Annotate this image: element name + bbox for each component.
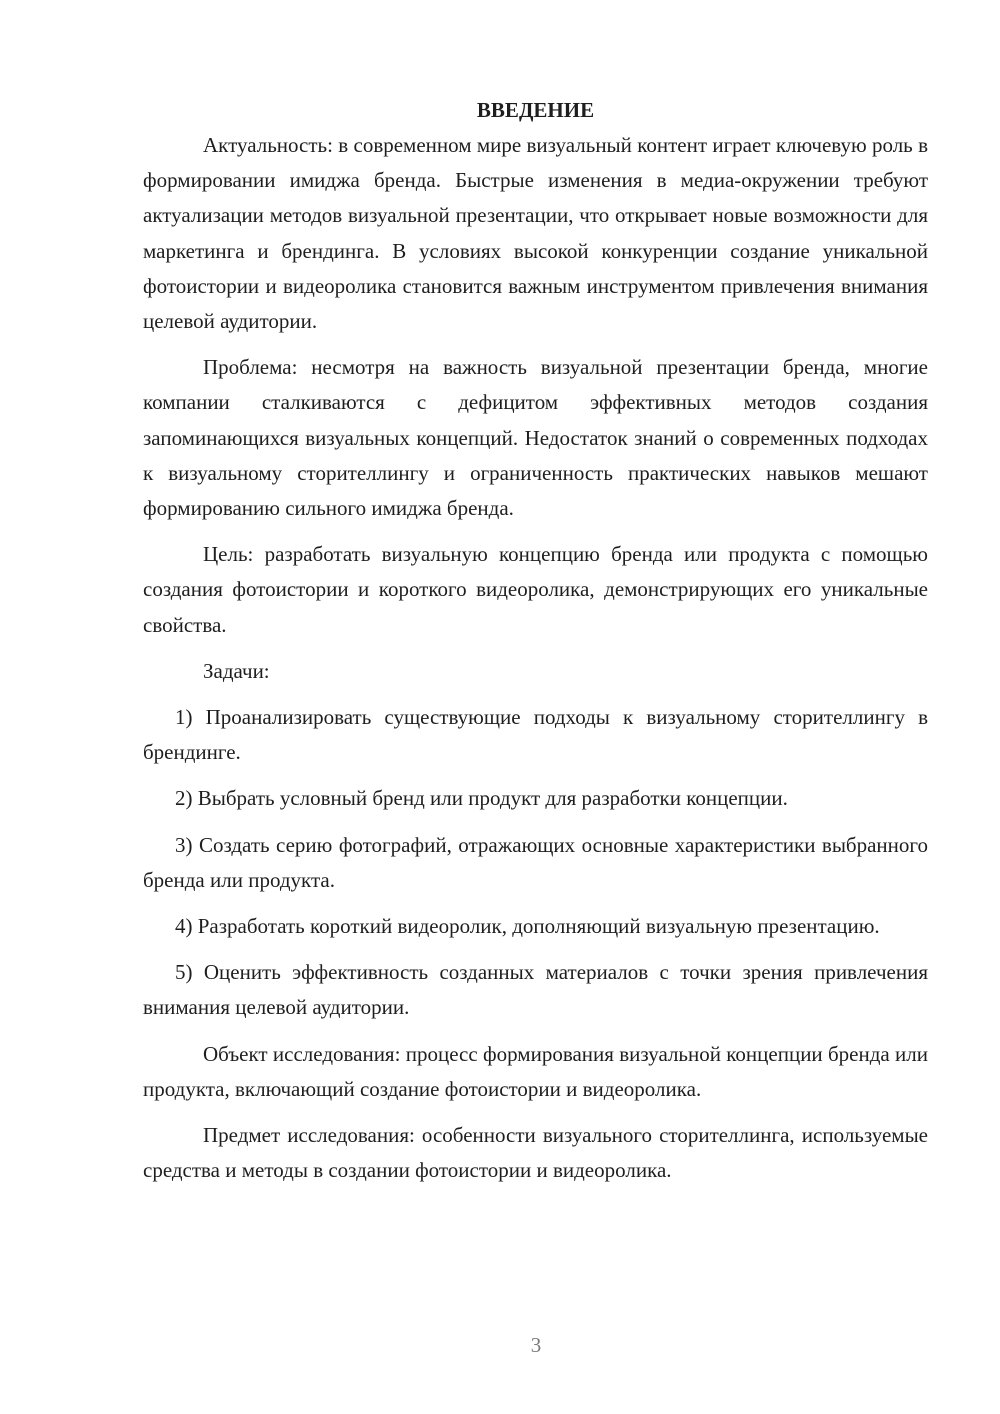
document-page <box>143 93 928 1188</box>
tasks-label: Задачи: <box>203 658 270 683</box>
paragraph-object: Объект исследования: процесс формирования визуальной концепции бренда или продукта, включающий создание фотоистории и видеоролика. <box>143 1041 928 1101</box>
paragraph-problem: Проблема: несмотря на важность визуальной презентации бренда, многие компании сталкиваются с дефицитом эффективных методов создания запоминающихся визуальных концепций. Недостаток знаний о современных подходах к визуальному сторителлингу и ограниченность практических навыков мешают формированию сильного имиджа бренда. <box>143 355 928 521</box>
task-item-3: 3) Создать серию фотографий, отражающих основные характеристики выбранного бренда или продукта. <box>143 832 928 892</box>
task-item-1: 1) Проанализировать существующие подходы к визуальному сторителлингу в брендинге. <box>143 705 928 765</box>
paragraph-subject: Предмет исследования: особенности визуального сторителлинга, используемые средства и методы в создании фотоистории и видеоролика. <box>143 1123 928 1183</box>
paragraph-relevance: Актуальность: в современном мире визуальный контент играет ключевую роль в формировании имиджа бренда. Быстрые изменения в медиа-окружении требуют актуализации методов визуальной презентации, что открывает новые возможности для маркетинга и брендинга. В условиях высокой конкуренции создание уникальной фотоистории и видеоролика становится важным инструментом привлечения внимания целевой аудитории. <box>143 133 928 334</box>
task-item-2: 2) Выбрать условный бренд или продукт для разработки концепции. <box>175 786 788 811</box>
section-heading: ВВЕДЕНИЕ <box>476 98 595 122</box>
task-item-4: 4) Разработать короткий видеоролик, дополняющий визуальную презентацию. <box>175 914 880 939</box>
page-number: 3 <box>530 1333 542 1357</box>
task-item-5: 5) Оценить эффективность созданных материалов с точки зрения привлечения внимания целевой аудитории. <box>143 960 928 1020</box>
paragraph-goal: Цель: разработать визуальную концепцию бренда или продукта с помощью создания фотоистории и короткого видеоролика, демонстрирующих его уникальные свойства. <box>143 542 928 637</box>
